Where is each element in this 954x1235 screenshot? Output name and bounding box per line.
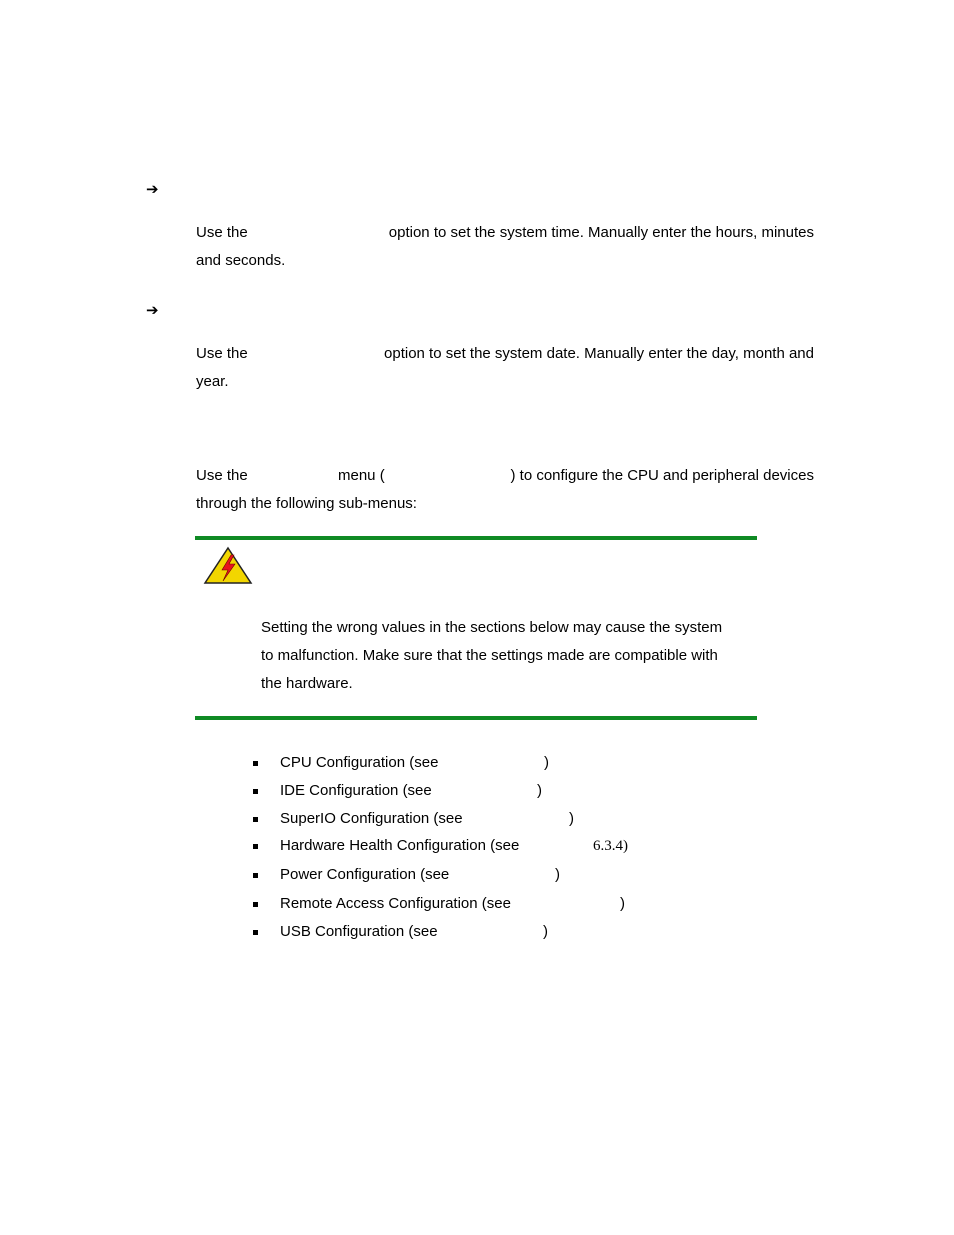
intro-part1: Use the <box>196 467 248 484</box>
square-bullet-icon <box>253 761 258 766</box>
warning-message <box>261 614 749 698</box>
warning-line2: to malfunction. Make sure that the settings made are compatible with <box>261 647 718 664</box>
warning-bottom-rule <box>195 716 757 720</box>
advanced-menu-intro <box>196 462 814 518</box>
square-bullet-icon <box>253 902 258 907</box>
system-date-description <box>196 340 814 396</box>
system-time-description <box>196 219 814 275</box>
warning-line3: the hardware. <box>261 675 353 692</box>
intro-line2: through the following sub-menus: <box>196 495 417 512</box>
square-bullet-icon <box>253 873 258 878</box>
square-bullet-icon <box>253 930 258 935</box>
intro-part2: menu ( <box>338 467 385 484</box>
time-line1-right: option to set the system time. Manually enter the hours, minutes <box>388 224 814 241</box>
square-bullet-icon <box>253 789 258 794</box>
date-line1-left: Use the <box>196 345 248 362</box>
date-line2: year. <box>196 373 229 390</box>
intro-part3: ) to configure the CPU and peripheral devices <box>510 467 814 484</box>
date-line1-right: option to set the system date. Manually enter the day, month and <box>384 345 814 362</box>
warning-top-rule <box>195 536 757 540</box>
warning-lightning-icon <box>203 546 253 586</box>
warning-line1: Setting the wrong values in the sections below may cause the system <box>261 619 723 636</box>
time-line1-left: Use the <box>196 224 248 241</box>
arrow-bullet-icon: ➔ <box>146 301 159 319</box>
square-bullet-icon <box>253 844 258 849</box>
arrow-bullet-icon: ➔ <box>146 180 159 198</box>
time-line2: and seconds. <box>196 252 286 269</box>
section-reference: 6.3.4) <box>593 838 628 854</box>
square-bullet-icon <box>253 817 258 822</box>
